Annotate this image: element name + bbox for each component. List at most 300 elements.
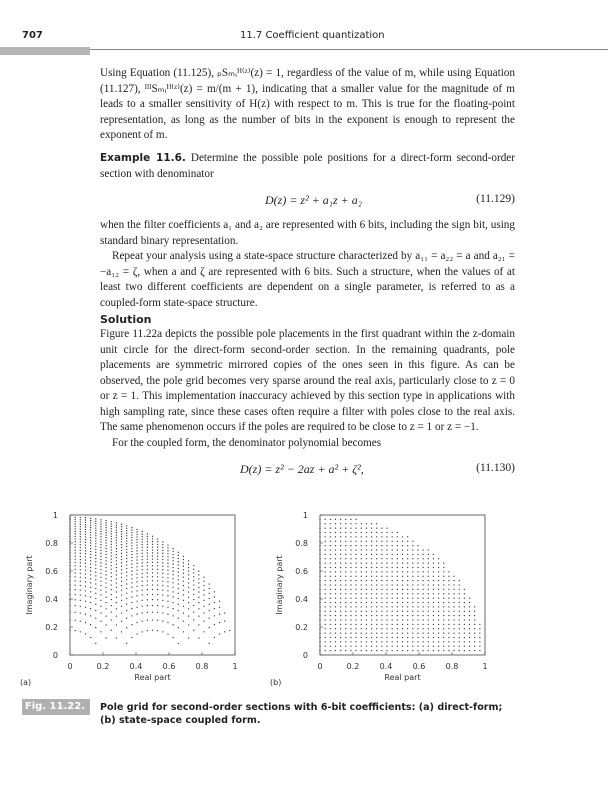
pole-point — [417, 624, 418, 625]
pole-point — [319, 611, 320, 612]
pole-point — [90, 602, 91, 603]
panel-label: (a) — [20, 678, 32, 687]
pole-point — [366, 580, 367, 581]
pole-point — [417, 650, 418, 651]
pole-point — [479, 637, 480, 638]
pole-point — [417, 602, 418, 603]
pole-point — [361, 576, 362, 577]
pole-point — [376, 593, 377, 594]
pole-point — [361, 584, 362, 585]
example-block — [100, 151, 515, 182]
pole-point — [85, 577, 86, 578]
pole-point — [407, 650, 408, 651]
pole-point — [152, 558, 153, 559]
pole-point — [376, 646, 377, 647]
pole-point — [90, 518, 91, 519]
pole-point — [464, 615, 465, 616]
pole-point — [126, 558, 127, 559]
pole-point — [131, 545, 132, 546]
pole-point — [428, 576, 429, 577]
pole-point — [100, 544, 101, 545]
pole-point — [325, 589, 326, 590]
equation-11-130: D(z) = z² − 2az + a² + ζ², — [240, 462, 364, 476]
pole-point — [402, 580, 403, 581]
pole-point — [381, 580, 382, 581]
pole-point — [126, 530, 127, 531]
pole-point — [355, 580, 356, 581]
pole-point — [325, 611, 326, 612]
pole-point — [105, 525, 106, 526]
pole-point — [428, 558, 429, 559]
pole-point — [162, 550, 163, 551]
pole-point — [407, 628, 408, 629]
pole-point — [376, 536, 377, 537]
pole-point — [111, 580, 112, 581]
pole-point — [438, 641, 439, 642]
x-tick-label: 0.2 — [96, 662, 110, 671]
pole-point — [345, 637, 346, 638]
pole-point — [453, 624, 454, 625]
pole-point — [85, 563, 86, 564]
pole-point — [443, 562, 444, 563]
pole-point — [131, 551, 132, 552]
pole-point — [172, 560, 173, 561]
pole-point — [188, 637, 189, 638]
pole-point — [386, 650, 387, 651]
pole-point — [407, 646, 408, 647]
pole-point — [428, 549, 429, 550]
pole-point — [325, 527, 326, 528]
pole-point — [147, 536, 148, 537]
pole-point — [142, 581, 143, 582]
pole-point — [340, 580, 341, 581]
pole-point — [69, 619, 70, 620]
pole-point — [438, 576, 439, 577]
figure-panel-a — [18, 505, 258, 700]
pole-point — [80, 562, 81, 563]
pole-point — [325, 615, 326, 616]
pole-point — [417, 571, 418, 572]
y-tick-label: 0.8 — [295, 539, 308, 548]
pole-point — [412, 541, 413, 542]
pole-point — [345, 611, 346, 612]
pole-point — [325, 554, 326, 555]
pole-point — [325, 567, 326, 568]
pole-point — [183, 556, 184, 557]
pole-point — [105, 615, 106, 616]
pole-point — [325, 576, 326, 577]
pole-point — [330, 554, 331, 555]
pole-point — [75, 544, 76, 545]
pole-point — [95, 530, 96, 531]
pole-point — [80, 612, 81, 613]
pole-point — [131, 574, 132, 575]
pole-point — [121, 533, 122, 534]
pole-point — [142, 531, 143, 532]
pole-point — [105, 529, 106, 530]
pole-point — [111, 549, 112, 550]
pole-point — [386, 624, 387, 625]
pole-point — [172, 557, 173, 558]
pole-point — [142, 553, 143, 554]
pole-point — [178, 588, 179, 589]
pole-point — [325, 602, 326, 603]
pole-point — [381, 571, 382, 572]
pole-point — [345, 606, 346, 607]
pole-point — [75, 523, 76, 524]
pole-point — [319, 628, 320, 629]
pole-point — [111, 605, 112, 606]
pole-point — [438, 584, 439, 585]
pole-point — [214, 591, 215, 592]
pole-point — [121, 612, 122, 613]
pole-point — [69, 526, 70, 527]
pole-point — [325, 597, 326, 598]
x-tick-label: 0 — [317, 662, 323, 671]
pole-point — [95, 598, 96, 599]
pole-point — [198, 615, 199, 616]
pole-point — [345, 562, 346, 563]
pole-point — [105, 602, 106, 603]
pole-point — [80, 544, 81, 545]
pole-point — [136, 531, 137, 532]
pole-point — [188, 591, 189, 592]
pole-point — [386, 562, 387, 563]
pole-point — [438, 615, 439, 616]
pole-point — [330, 650, 331, 651]
pole-point — [188, 574, 189, 575]
pole-point — [116, 637, 117, 638]
pole-point — [152, 536, 153, 537]
pole-point — [152, 555, 153, 556]
pole-point — [69, 580, 70, 581]
pole-point — [402, 593, 403, 594]
pole-point — [121, 589, 122, 590]
pole-point — [350, 619, 351, 620]
pole-point — [188, 578, 189, 579]
pole-point — [126, 604, 127, 605]
pole-point — [340, 593, 341, 594]
pole-point — [453, 589, 454, 590]
pole-point — [193, 569, 194, 570]
pole-point — [428, 624, 429, 625]
pole-point — [407, 549, 408, 550]
pole-point — [443, 615, 444, 616]
pole-point — [381, 637, 382, 638]
pole-point — [330, 611, 331, 612]
pole-point — [90, 548, 91, 549]
pole-point — [371, 615, 372, 616]
pole-point — [407, 637, 408, 638]
pole-point — [386, 589, 387, 590]
pole-point — [90, 578, 91, 579]
pole-point — [469, 646, 470, 647]
pole-point — [183, 620, 184, 621]
pole-point — [350, 611, 351, 612]
pole-point — [131, 563, 132, 564]
pole-point — [147, 612, 148, 613]
pole-point — [142, 541, 143, 542]
pole-point — [402, 641, 403, 642]
pole-point — [136, 601, 137, 602]
pole-point — [147, 559, 148, 560]
pole-point — [131, 608, 132, 609]
pole-point — [412, 615, 413, 616]
pole-point — [381, 541, 382, 542]
pole-point — [183, 600, 184, 601]
pole-point — [474, 624, 475, 625]
pole-point — [136, 529, 137, 530]
pole-point — [90, 574, 91, 575]
pole-point — [397, 545, 398, 546]
pole-point — [355, 554, 356, 555]
pole-point — [90, 534, 91, 535]
pole-point — [183, 585, 184, 586]
pole-point — [366, 523, 367, 524]
pole-point — [407, 589, 408, 590]
pole-point — [100, 569, 101, 570]
pole-point — [361, 571, 362, 572]
pole-point — [69, 594, 70, 595]
pole-point — [116, 527, 117, 528]
pole-point — [126, 610, 127, 611]
pole-point — [69, 546, 70, 547]
pole-point — [355, 641, 356, 642]
pole-point — [459, 641, 460, 642]
pole-point — [147, 562, 148, 563]
pole-point — [422, 606, 423, 607]
pole-point — [407, 571, 408, 572]
pole-point — [85, 590, 86, 591]
pole-point — [371, 545, 372, 546]
pole-point — [459, 602, 460, 603]
pole-point — [402, 567, 403, 568]
pole-point — [417, 611, 418, 612]
pole-point — [167, 601, 168, 602]
pole-point — [366, 602, 367, 603]
pole-point — [355, 576, 356, 577]
pole-point — [131, 591, 132, 592]
pole-point — [345, 589, 346, 590]
pole-point — [433, 597, 434, 598]
pole-point — [203, 600, 204, 601]
pole-point — [75, 576, 76, 577]
pole-point — [469, 619, 470, 620]
pole-point — [350, 637, 351, 638]
pole-point — [183, 573, 184, 574]
paragraph-statespace: Repeat your analysis using a state-space structure characterized by a₁₁ = a₂₂ = a and a₂₁ = −a₁₂ = ζ, when a and ζ are represented with 6 bits. Such a structure, when the values of at least two different coefficients are dependent on a single parameter, is referred to as a coupled-form state-space structure. — [100, 250, 515, 309]
pole-point — [162, 553, 163, 554]
pole-point — [131, 529, 132, 530]
pole-point — [361, 646, 362, 647]
pole-point — [335, 597, 336, 598]
pole-point — [85, 539, 86, 540]
pole-point — [428, 615, 429, 616]
pole-point — [453, 576, 454, 577]
pole-point — [397, 554, 398, 555]
pole-point — [85, 573, 86, 574]
pole-point — [157, 589, 158, 590]
pole-point — [381, 641, 382, 642]
pole-point — [69, 528, 70, 529]
pole-point — [371, 536, 372, 537]
pole-point — [392, 602, 393, 603]
pole-point — [157, 565, 158, 566]
pole-point — [392, 641, 393, 642]
y-axis-label: Imaginary part — [275, 555, 284, 615]
pole-point — [381, 584, 382, 585]
pole-point — [167, 633, 168, 634]
pole-point — [474, 615, 475, 616]
pole-point — [448, 606, 449, 607]
pole-point — [80, 559, 81, 560]
pole-point — [386, 545, 387, 546]
pole-point — [121, 544, 122, 545]
pole-point — [147, 538, 148, 539]
pole-point — [448, 646, 449, 647]
pole-point — [366, 549, 367, 550]
pole-point — [428, 562, 429, 563]
pole-point — [402, 637, 403, 638]
pole-point — [330, 549, 331, 550]
pole-point — [340, 597, 341, 598]
pole-point — [412, 632, 413, 633]
pole-point — [392, 646, 393, 647]
pole-point — [361, 580, 362, 581]
pole-point — [203, 606, 204, 607]
pole-point — [433, 584, 434, 585]
pole-point — [178, 579, 179, 580]
pole-point — [412, 589, 413, 590]
pole-point — [412, 584, 413, 585]
pole-point — [142, 536, 143, 537]
x-tick-label: 0.4 — [129, 662, 143, 671]
pole-point — [350, 576, 351, 577]
pole-point — [366, 541, 367, 542]
pole-point — [407, 597, 408, 598]
pole-point — [121, 585, 122, 586]
pole-point — [69, 589, 70, 590]
pole-point — [126, 525, 127, 526]
pole-point — [402, 571, 403, 572]
pole-point — [95, 575, 96, 576]
pole-point — [340, 554, 341, 555]
pole-point — [85, 607, 86, 608]
pole-point — [136, 573, 137, 574]
pole-point — [126, 568, 127, 569]
pole-point — [111, 619, 112, 620]
pole-point — [69, 630, 70, 631]
pole-point — [474, 650, 475, 651]
pole-point — [136, 633, 137, 634]
pole-point — [111, 611, 112, 612]
pole-point — [350, 628, 351, 629]
pole-point — [85, 519, 86, 520]
pole-point — [361, 549, 362, 550]
pole-point — [136, 550, 137, 551]
pole-point — [386, 593, 387, 594]
pole-point — [121, 631, 122, 632]
pole-point — [178, 575, 179, 576]
pole-point — [397, 641, 398, 642]
pole-point — [167, 553, 168, 554]
pole-point — [188, 624, 189, 625]
pole-point — [422, 619, 423, 620]
pole-point — [105, 560, 106, 561]
pole-point — [80, 569, 81, 570]
pole-point — [209, 598, 210, 599]
pole-point — [142, 539, 143, 540]
pole-point — [381, 611, 382, 612]
pole-point — [392, 562, 393, 563]
pole-point — [433, 624, 434, 625]
pole-point — [386, 580, 387, 581]
pole-point — [319, 558, 320, 559]
pole-point — [95, 604, 96, 605]
pole-point — [392, 637, 393, 638]
pole-point — [152, 541, 153, 542]
pole-point — [131, 582, 132, 583]
pole-point — [75, 538, 76, 539]
pole-point — [147, 580, 148, 581]
pole-point — [366, 637, 367, 638]
pole-point — [355, 589, 356, 590]
pole-point — [448, 602, 449, 603]
pole-point — [402, 624, 403, 625]
x-tick-label: 0.8 — [445, 662, 459, 671]
pole-point — [121, 566, 122, 567]
pole-point — [453, 597, 454, 598]
pole-point — [412, 576, 413, 577]
pole-point — [157, 544, 158, 545]
pole-point — [100, 594, 101, 595]
pole-point — [319, 615, 320, 616]
pole-point — [417, 580, 418, 581]
y-tick-label: 0.2 — [295, 623, 308, 632]
pole-point — [366, 562, 367, 563]
pole-point — [95, 555, 96, 556]
pole-point — [100, 577, 101, 578]
pole-point — [422, 593, 423, 594]
pole-point — [397, 628, 398, 629]
pole-point — [111, 569, 112, 570]
pole-point — [111, 526, 112, 527]
pole-point — [459, 584, 460, 585]
pole-point — [90, 570, 91, 571]
pole-point — [381, 597, 382, 598]
pole-point — [183, 594, 184, 595]
pole-point — [412, 628, 413, 629]
y-tick-label: 0.4 — [45, 595, 58, 604]
pole-point — [376, 554, 377, 555]
pole-point — [335, 624, 336, 625]
pole-point — [116, 560, 117, 561]
pole-point — [167, 550, 168, 551]
pole-point — [75, 528, 76, 529]
pole-point — [453, 606, 454, 607]
pole-point — [355, 650, 356, 651]
pole-point — [193, 599, 194, 600]
pole-point — [136, 544, 137, 545]
pole-point — [350, 615, 351, 616]
pole-point — [433, 619, 434, 620]
pole-point — [157, 584, 158, 585]
pole-point — [111, 531, 112, 532]
pole-point — [330, 615, 331, 616]
pole-point — [335, 571, 336, 572]
pole-point — [330, 536, 331, 537]
pole-point — [95, 617, 96, 618]
